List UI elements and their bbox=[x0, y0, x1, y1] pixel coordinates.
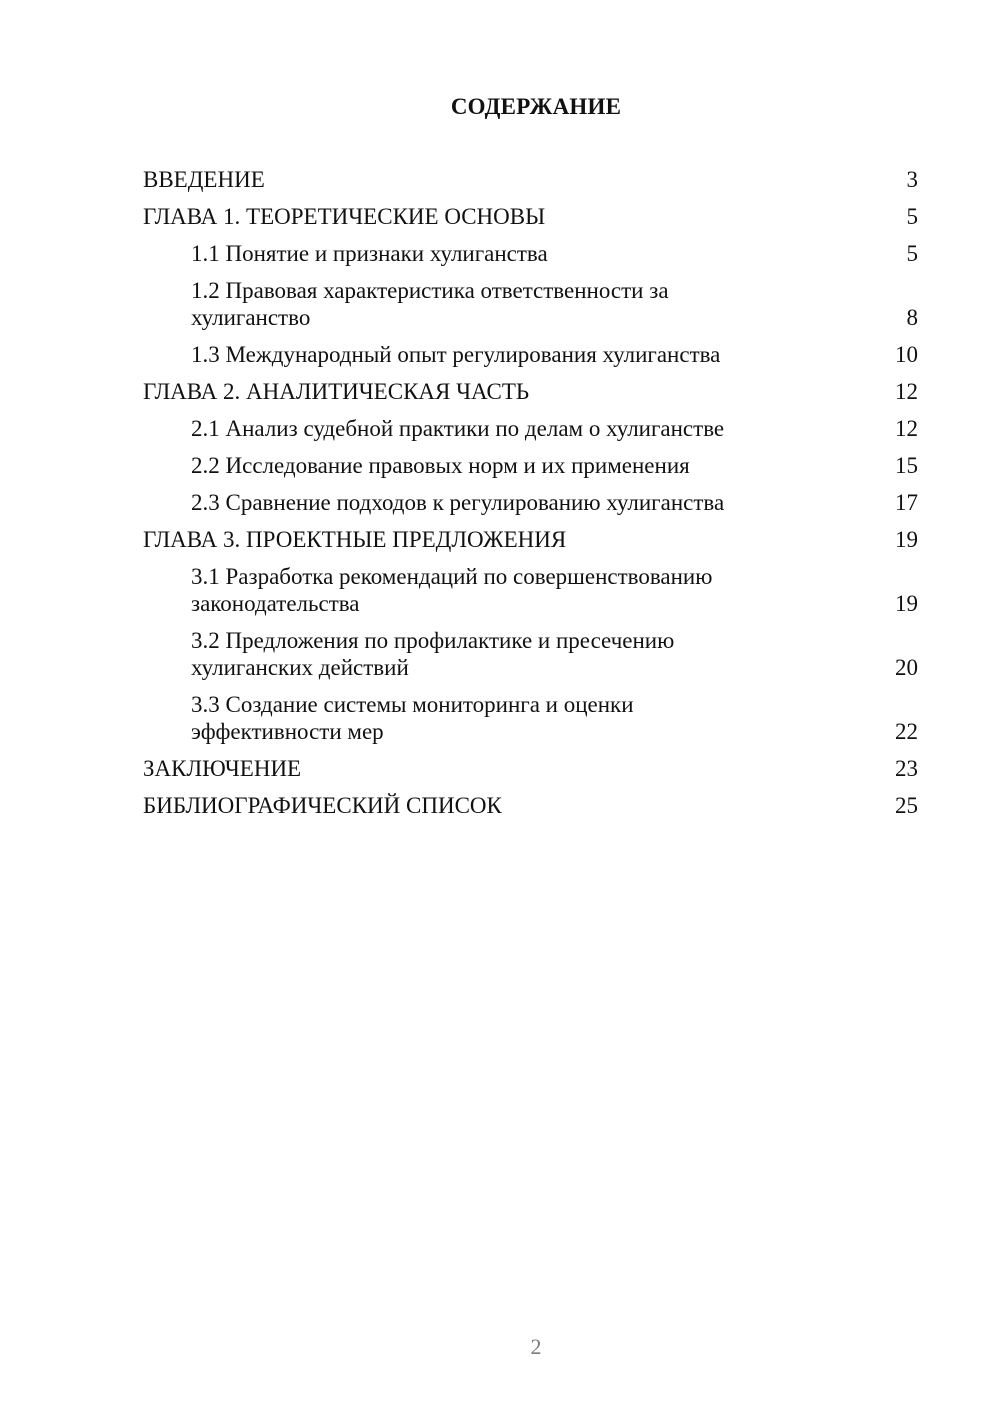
toc-entry-2-2[interactable] bbox=[143, 452, 918, 479]
toc-entry-page: 3 bbox=[906, 167, 918, 192]
toc-entry-label: 1.3 Международный опыт регулирования хулиганства bbox=[191, 342, 721, 367]
toc-entry-1-1[interactable] bbox=[143, 240, 918, 267]
toc-entry-chapter-1[interactable] bbox=[143, 203, 918, 230]
toc-entry-label: ГЛАВА 1. ТЕОРЕТИЧЕСКИЕ ОСНОВЫ bbox=[143, 204, 546, 229]
table-of-contents bbox=[143, 166, 918, 829]
toc-entry-page: 8 bbox=[906, 305, 918, 330]
page-number: 2 bbox=[530, 1334, 542, 1359]
toc-entry-1-3[interactable] bbox=[143, 341, 918, 368]
toc-entry-label: 3.3 Создание системы мониторинга и оценки эффективности мер bbox=[191, 692, 634, 744]
toc-entry-page: 12 bbox=[895, 416, 918, 441]
toc-entry-page: 19 bbox=[895, 591, 918, 616]
toc-entry-label: 3.2 Предложения по профилактике и пресечению хулиганских действий bbox=[191, 628, 675, 680]
toc-entry-bibliography[interactable] bbox=[143, 792, 918, 819]
toc-entry-introduction[interactable] bbox=[143, 166, 918, 193]
toc-entry-3-2[interactable] bbox=[143, 627, 918, 681]
toc-entry-3-1[interactable] bbox=[143, 563, 918, 617]
toc-entry-2-3[interactable] bbox=[143, 489, 918, 516]
toc-entry-1-2[interactable] bbox=[143, 277, 918, 331]
toc-entry-chapter-3[interactable] bbox=[143, 526, 918, 553]
toc-entry-label: БИБЛИОГРАФИЧЕСКИЙ СПИСОК bbox=[143, 793, 502, 818]
toc-entry-page: 15 bbox=[895, 453, 918, 478]
toc-entry-label: 2.1 Анализ судебной практики по делам о хулиганстве bbox=[191, 416, 725, 441]
toc-entry-label: 2.2 Исследование правовых норм и их применения bbox=[191, 453, 690, 478]
toc-entry-page: 20 bbox=[895, 655, 918, 680]
toc-entry-label: 3.1 Разработка рекомендаций по совершенствованию законодательства bbox=[191, 564, 713, 616]
toc-entry-label: 1.1 Понятие и признаки хулиганства bbox=[191, 241, 548, 266]
toc-entry-label: ЗАКЛЮЧЕНИЕ bbox=[143, 756, 302, 781]
toc-entry-page: 10 bbox=[895, 342, 918, 367]
toc-entry-2-1[interactable] bbox=[143, 415, 918, 442]
toc-entry-page: 19 bbox=[895, 527, 918, 552]
toc-entry-label: ВВЕДЕНИЕ bbox=[143, 167, 265, 192]
toc-entry-label: 2.3 Сравнение подходов к регулированию хулиганства bbox=[191, 490, 725, 515]
toc-entry-page: 5 bbox=[906, 241, 918, 266]
toc-entry-page: 12 bbox=[895, 379, 918, 404]
toc-entry-label: 1.2 Правовая характеристика ответственности за хулиганство bbox=[191, 278, 669, 330]
toc-entry-conclusion[interactable] bbox=[143, 755, 918, 782]
toc-entry-page: 25 bbox=[895, 793, 918, 818]
toc-entry-page: 22 bbox=[895, 719, 918, 744]
toc-entry-label: ГЛАВА 3. ПРОЕКТНЫЕ ПРЕДЛОЖЕНИЯ bbox=[143, 527, 567, 552]
toc-entry-page: 17 bbox=[895, 490, 918, 515]
toc-entry-label: ГЛАВА 2. АНАЛИТИЧЕСКАЯ ЧАСТЬ bbox=[143, 379, 530, 404]
toc-entry-page: 5 bbox=[906, 204, 918, 229]
toc-entry-page: 23 bbox=[895, 756, 918, 781]
toc-title: СОДЕРЖАНИЕ bbox=[450, 94, 622, 119]
toc-entry-3-3[interactable] bbox=[143, 691, 918, 745]
toc-entry-chapter-2[interactable] bbox=[143, 378, 918, 405]
